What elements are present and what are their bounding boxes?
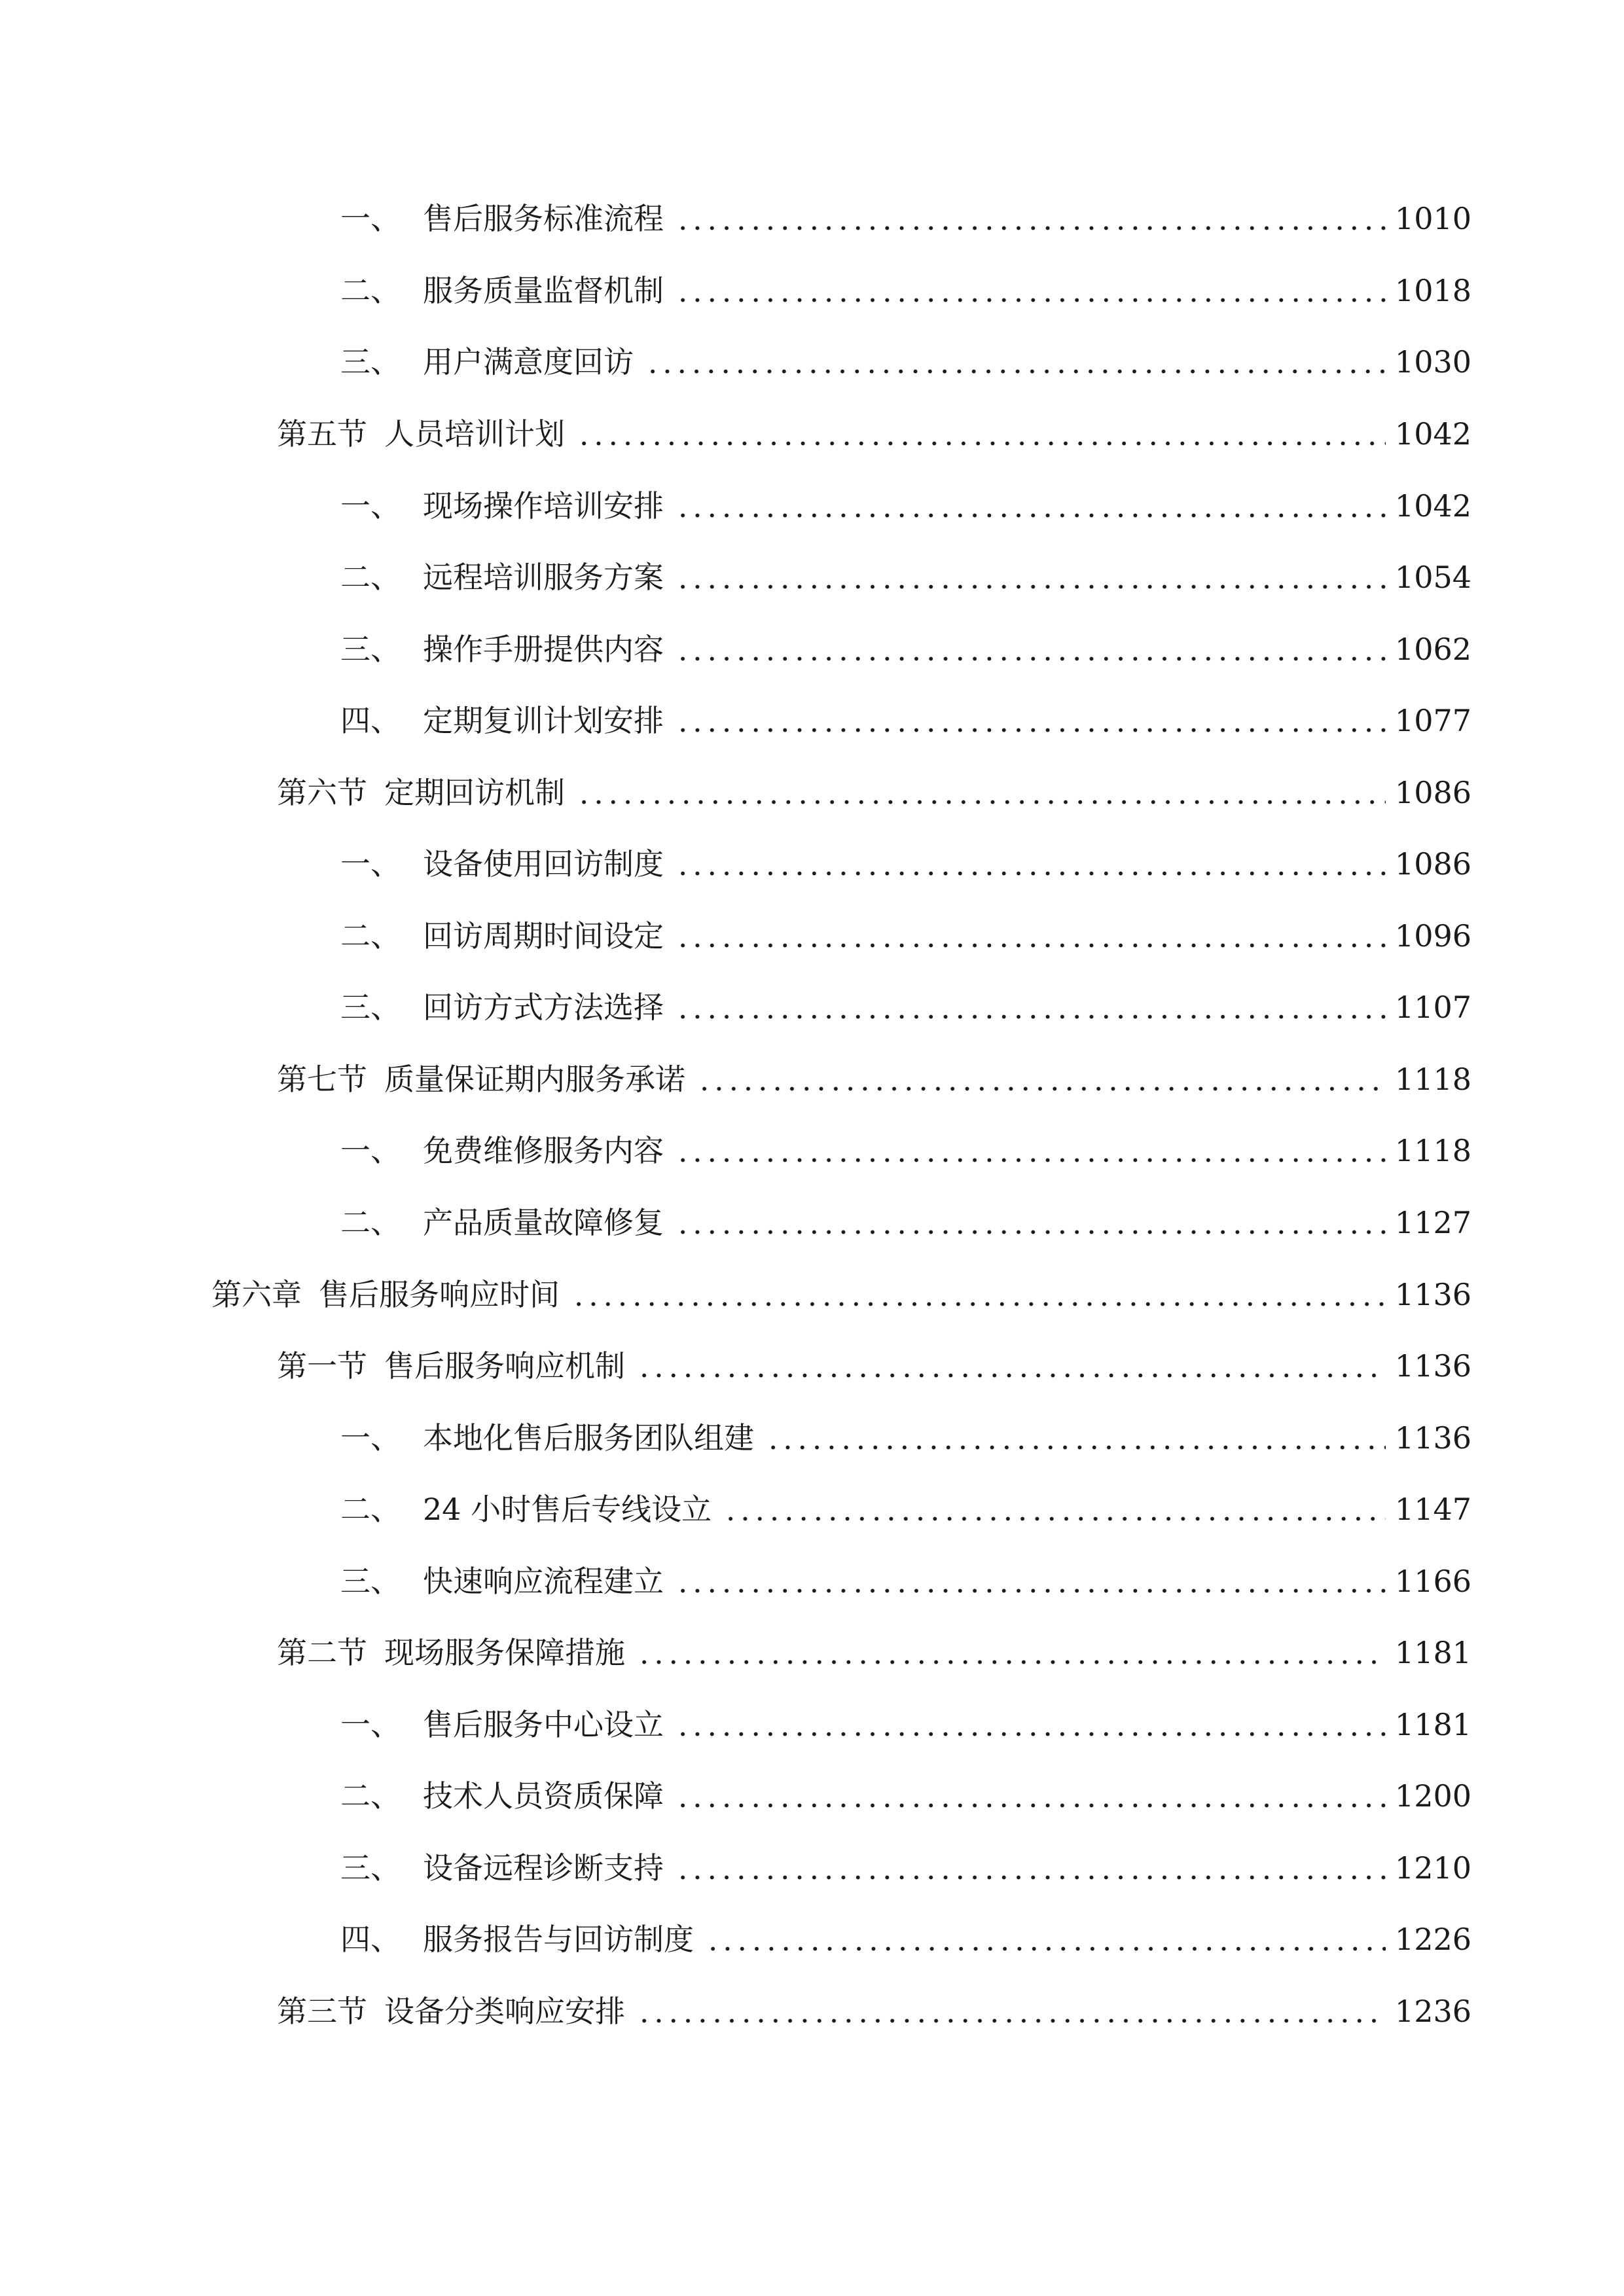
toc-entry[interactable] — [277, 766, 1471, 819]
toc-entry-page: 1118 — [1394, 1133, 1471, 1168]
toc-entry[interactable] — [340, 981, 1471, 1033]
toc-entry-page: 1226 — [1394, 1922, 1471, 1957]
toc-entry-title: 现场服务保障措施 — [384, 1635, 625, 1670]
toc-entry[interactable] — [277, 1053, 1471, 1105]
toc-entry-number: 二、 — [340, 918, 401, 954]
toc-entry-title: 回访方式方法选择 — [423, 990, 664, 1025]
toc-entry-number: 三、 — [340, 1564, 401, 1599]
toc-entry-number: 第六节 — [277, 775, 367, 810]
toc-entry[interactable] — [340, 694, 1471, 747]
toc-entry-title: 本地化售后服务团队组建 — [423, 1420, 754, 1456]
toc-entry-page: 1118 — [1394, 1062, 1471, 1097]
toc-entry[interactable] — [340, 1124, 1471, 1177]
dot-leader — [676, 1698, 1386, 1751]
dot-leader — [723, 1483, 1386, 1535]
toc-entry-number: 三、 — [340, 344, 401, 380]
toc-entry-page: 1107 — [1394, 990, 1471, 1025]
toc-entry[interactable] — [340, 1483, 1471, 1535]
dot-leader — [637, 1626, 1386, 1679]
toc-entry[interactable] — [340, 1770, 1471, 1822]
toc-entry-page: 1042 — [1394, 416, 1471, 452]
toc-entry-page: 1086 — [1394, 775, 1471, 810]
dot-leader — [676, 264, 1386, 317]
toc-entry-number: 第五节 — [277, 416, 367, 452]
toc-entry-title: 回访周期时间设定 — [423, 918, 664, 954]
toc-entry-title: 技术人员资质保障 — [423, 1778, 664, 1814]
toc-entry[interactable] — [340, 336, 1471, 388]
toc-entry-number: 一、 — [340, 488, 401, 524]
toc-entry-page: 1210 — [1394, 1850, 1471, 1886]
toc-entry-title: 设备使用回访制度 — [423, 846, 664, 882]
toc-entry[interactable] — [340, 623, 1471, 675]
toc-entry[interactable] — [340, 1196, 1471, 1249]
toc-entry[interactable] — [340, 910, 1471, 962]
dot-leader — [676, 1555, 1386, 1607]
toc-entry-page: 1030 — [1394, 344, 1471, 380]
toc-entry-page: 1127 — [1394, 1205, 1471, 1240]
toc-entry-title: 用户满意度回访 — [423, 344, 634, 380]
toc-entry-number: 第一节 — [277, 1348, 367, 1384]
toc-entry[interactable] — [340, 551, 1471, 603]
toc-entry-page: 1136 — [1394, 1420, 1471, 1456]
toc-entry-number: 一、 — [340, 201, 401, 236]
toc-entry-page: 1042 — [1394, 488, 1471, 524]
toc-entry-title: 现场操作培训安排 — [423, 488, 664, 524]
toc-entry-page: 1200 — [1394, 1778, 1471, 1814]
toc-entry-number: 一、 — [340, 1420, 401, 1456]
toc-entry-number: 二、 — [340, 560, 401, 595]
toc-entry[interactable] — [340, 192, 1471, 245]
toc-entry-number: 一、 — [340, 1707, 401, 1742]
dot-leader — [676, 1124, 1386, 1177]
toc-entry-number: 第三节 — [277, 1994, 367, 2029]
dot-leader — [676, 192, 1386, 245]
toc-entry-number: 二、 — [340, 1778, 401, 1814]
dot-leader — [676, 981, 1386, 1033]
toc-entry[interactable] — [340, 1842, 1471, 1894]
toc-entry-number: 一、 — [340, 1133, 401, 1168]
toc-entry-number: 第二节 — [277, 1635, 367, 1670]
dot-leader — [676, 551, 1386, 603]
toc-entry-title: 服务报告与回访制度 — [423, 1922, 694, 1957]
dot-leader — [571, 1268, 1386, 1321]
toc-entry-title: 快速响应流程建立 — [423, 1564, 664, 1599]
toc-entry-title: 质量保证期内服务承诺 — [384, 1062, 685, 1097]
dot-leader — [676, 838, 1386, 890]
toc-entry-number: 二、 — [340, 1492, 401, 1527]
toc-entry-number: 一、 — [340, 846, 401, 882]
toc-entry-page: 1236 — [1394, 1994, 1471, 2029]
toc-entry-title: 设备远程诊断支持 — [423, 1850, 664, 1886]
toc-entry-title: 定期复训计划安排 — [423, 703, 664, 738]
toc-entry-title: 售后服务中心设立 — [423, 1707, 664, 1742]
toc-entry-title: 售后服务标准流程 — [423, 201, 664, 236]
dot-leader — [676, 623, 1386, 675]
toc-entry[interactable] — [340, 1698, 1471, 1751]
toc-entry-page: 1136 — [1394, 1277, 1471, 1312]
dot-leader — [676, 910, 1386, 962]
toc-entry-page: 1181 — [1394, 1635, 1471, 1670]
dot-leader — [766, 1412, 1386, 1464]
toc-entry-page: 1077 — [1394, 703, 1471, 738]
toc-entry-number: 二、 — [340, 1205, 401, 1240]
toc-entry-title: 服务质量监督机制 — [423, 273, 664, 308]
toc-entry[interactable] — [340, 1412, 1471, 1464]
toc-entry-number: 三、 — [340, 1850, 401, 1886]
toc-entry[interactable] — [340, 1555, 1471, 1607]
toc-entry-page: 1147 — [1394, 1492, 1471, 1527]
toc-entry-title: 远程培训服务方案 — [423, 560, 664, 595]
toc-entry-page: 1062 — [1394, 632, 1471, 667]
toc-entry-number: 二、 — [340, 273, 401, 308]
toc-entry-page: 1086 — [1394, 846, 1471, 882]
toc-entry-title: 产品质量故障修复 — [423, 1205, 664, 1240]
toc-entry-title: 24 小时售后专线设立 — [423, 1492, 712, 1527]
toc-entry[interactable] — [340, 480, 1471, 532]
toc-entry[interactable] — [277, 1340, 1471, 1392]
toc-entry-title: 售后服务响应机制 — [384, 1348, 625, 1384]
toc-entry-page: 1136 — [1394, 1348, 1471, 1384]
toc-entry[interactable] — [340, 838, 1471, 890]
toc-entry-page: 1166 — [1394, 1564, 1471, 1599]
toc-entry-number: 四、 — [340, 1922, 401, 1957]
toc-entry-page: 1054 — [1394, 560, 1471, 595]
toc-entry[interactable] — [277, 1626, 1471, 1679]
toc-entry[interactable] — [211, 1268, 1471, 1321]
dot-leader — [645, 336, 1386, 388]
dot-leader — [577, 408, 1386, 460]
dot-leader — [676, 480, 1386, 532]
toc-entry-title: 设备分类响应安排 — [384, 1994, 625, 2029]
dot-leader — [577, 766, 1386, 819]
dot-leader — [676, 1196, 1386, 1249]
toc-entry-page: 1018 — [1394, 273, 1471, 308]
toc-entry[interactable] — [277, 1985, 1471, 2037]
toc-entry-title: 售后服务响应时间 — [319, 1277, 560, 1312]
toc-entry[interactable] — [277, 408, 1471, 460]
dot-leader — [706, 1913, 1386, 1965]
toc-entry[interactable] — [340, 264, 1471, 317]
toc-entry-page: 1010 — [1394, 201, 1471, 236]
toc-entry-title: 操作手册提供内容 — [423, 632, 664, 667]
toc-entry-number: 四、 — [340, 703, 401, 738]
toc-entry-number: 第六章 — [211, 1277, 302, 1312]
toc-entry[interactable] — [340, 1913, 1471, 1965]
toc-entry-page: 1096 — [1394, 918, 1471, 954]
toc-entry-title: 免费维修服务内容 — [423, 1133, 664, 1168]
toc-entry-number: 第七节 — [277, 1062, 367, 1097]
toc-entry-number: 三、 — [340, 632, 401, 667]
toc-entry-number: 三、 — [340, 990, 401, 1025]
dot-leader — [637, 1985, 1386, 2037]
dot-leader — [676, 694, 1386, 747]
dot-leader — [697, 1053, 1386, 1105]
toc-entry-page: 1181 — [1394, 1707, 1471, 1742]
toc-entry-title: 人员培训计划 — [384, 416, 565, 452]
dot-leader — [676, 1842, 1386, 1894]
dot-leader — [637, 1340, 1386, 1392]
dot-leader — [676, 1770, 1386, 1822]
toc-entry-title: 定期回访机制 — [384, 775, 565, 810]
